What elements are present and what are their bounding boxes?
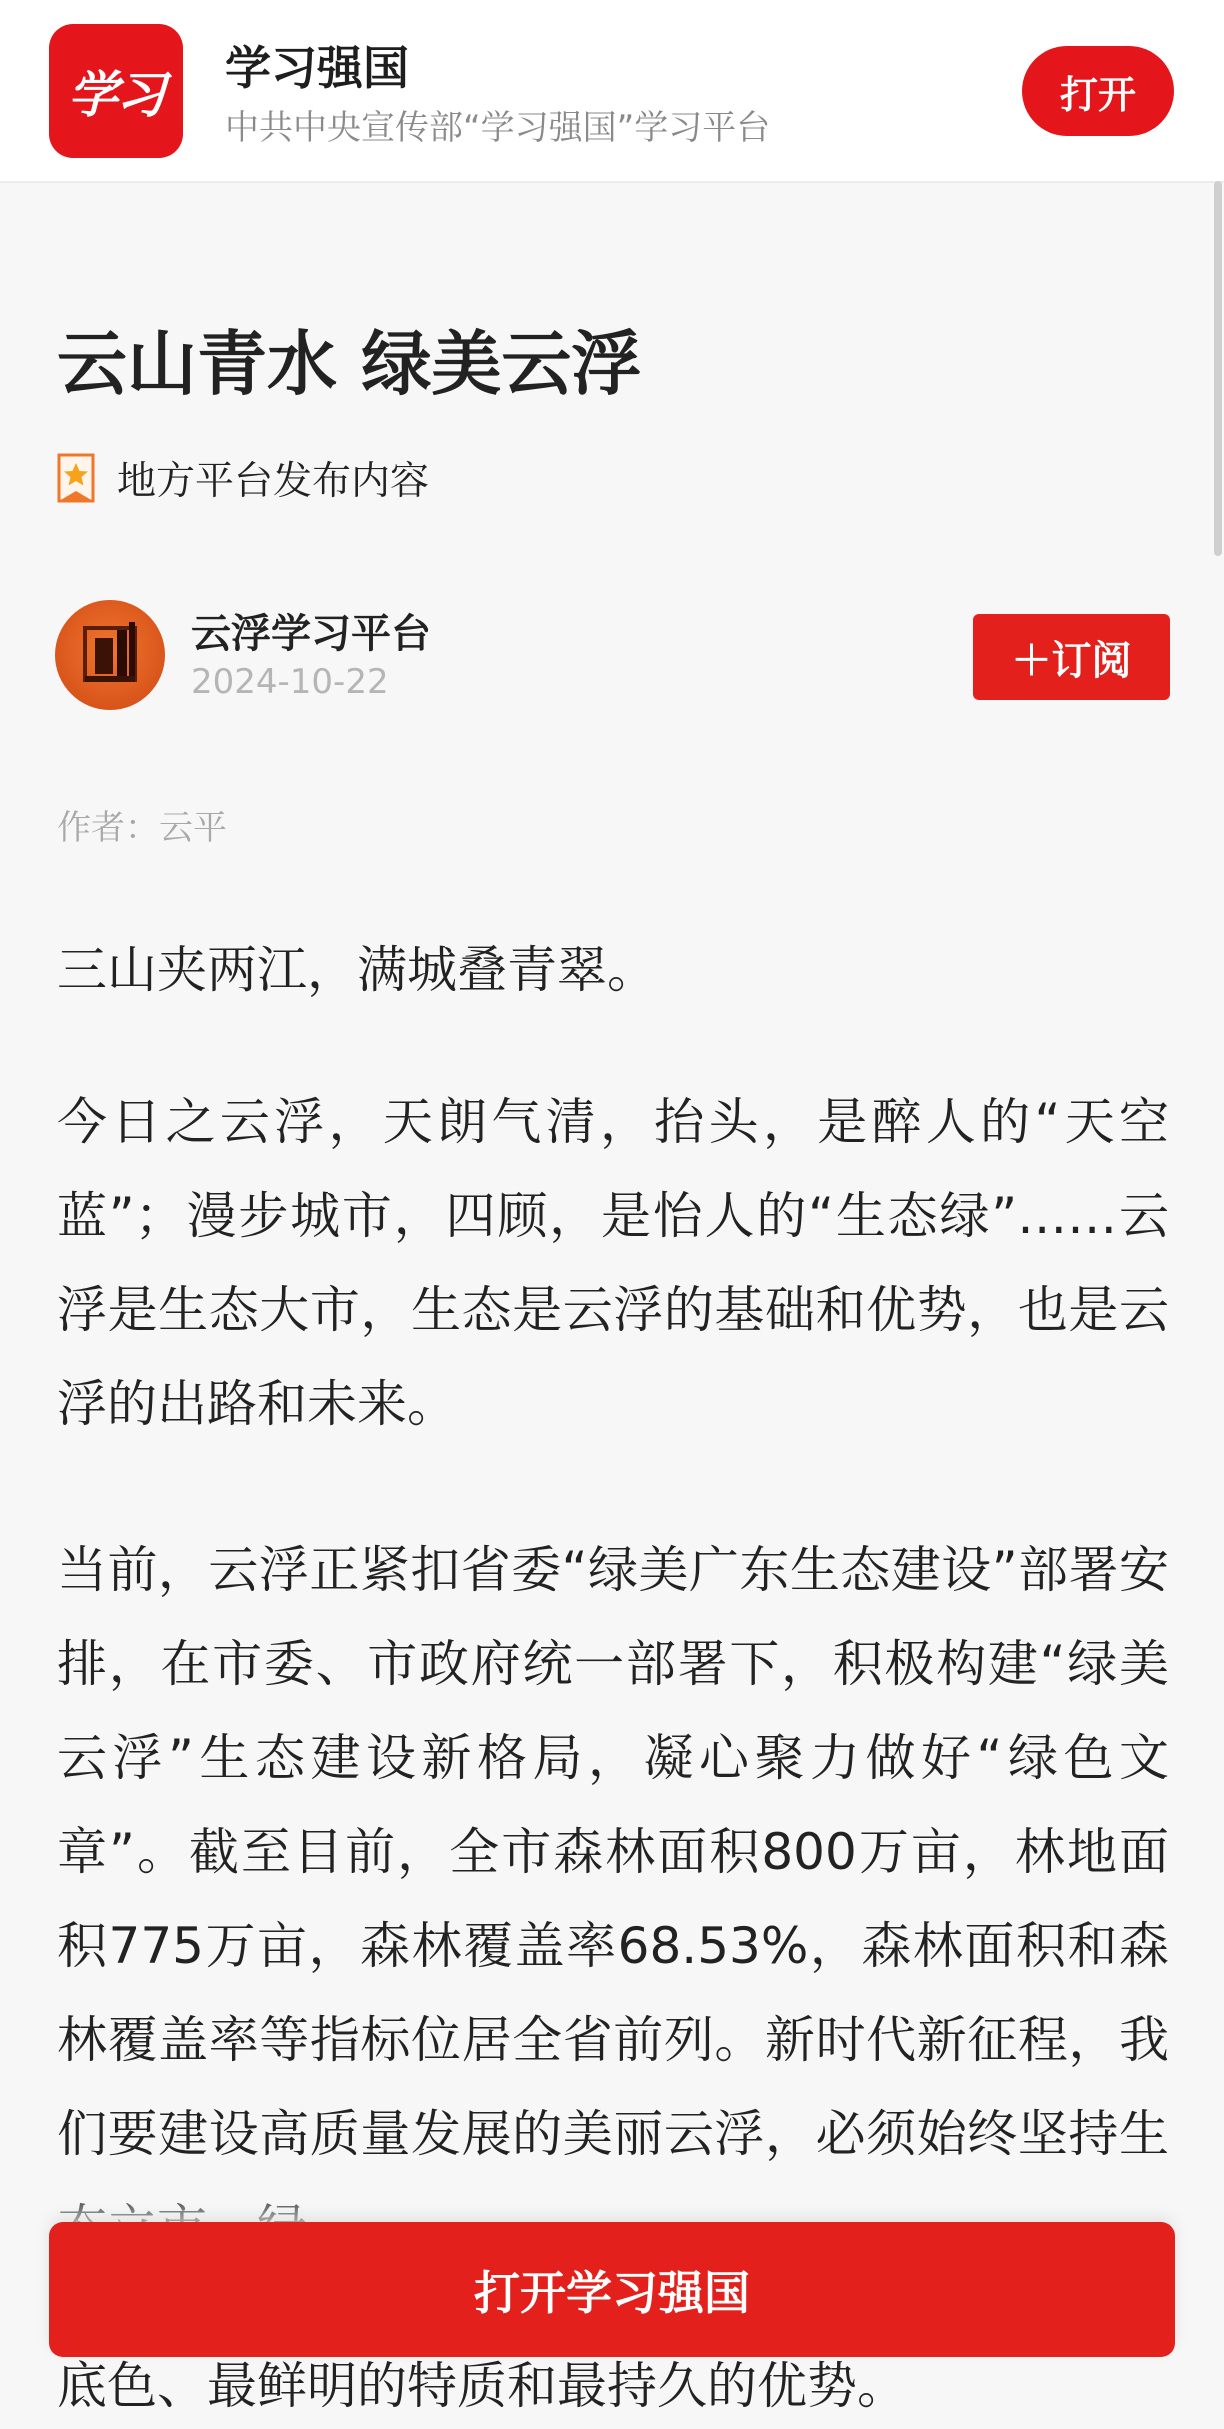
app-logo-text: 学习 bbox=[68, 65, 164, 124]
app-name: 学习强国 bbox=[225, 41, 409, 95]
open-xuexi-button[interactable]: 打开学习强国 bbox=[49, 2222, 1175, 2357]
source-label: 地方平台发布内容 bbox=[117, 459, 430, 504]
open-app-button[interactable]: 打开 bbox=[1022, 46, 1174, 136]
app-logo[interactable] bbox=[49, 24, 183, 158]
article-title: 云山青水 绿美云浮 bbox=[57, 323, 642, 405]
author-credit: 作者：云平 bbox=[57, 808, 227, 848]
source-tag bbox=[57, 450, 429, 506]
article-paragraph: 当前，云浮正紧扣省委“绿美广东生态建设”部署安排，在市委、市政府统一部署下，积极构建“绿美云浮”生态建设新格局，凝心聚力做好“绿色文章”。截至目前，全市森林面积800万亩，林地面积775万亩，森林覆盖率68.53%，森林面积和森林覆盖率等指标位居全省前列。新时代新征程，我们要建设高质量发展的美丽云浮，必须始终坚持生 bbox=[57, 1541, 1169, 2163]
publish-date: 2024-10-22 bbox=[191, 662, 389, 702]
star-ribbon-icon bbox=[57, 453, 95, 503]
app-download-banner bbox=[0, 0, 1224, 183]
publisher-row bbox=[55, 600, 1170, 712]
publisher-logo-icon bbox=[55, 600, 165, 710]
publisher-avatar[interactable] bbox=[55, 600, 165, 710]
scrollbar[interactable] bbox=[1214, 181, 1222, 556]
publisher-name[interactable]: 云浮学习平台 bbox=[191, 611, 431, 657]
article-paragraph: 三山夹两江，满城叠青翠。 bbox=[57, 941, 657, 999]
article-paragraph: 今日之云浮，天朗气清，抬头，是醉人的“天空蓝”；漫步城市，四顾，是怡人的“生态绿”……云浮是生态大市，生态是云浮的基础和优势，也是云浮的出路和未来。 bbox=[57, 1093, 1169, 1433]
app-description: 中共中央宣传部“学习强国”学习平台 bbox=[225, 108, 771, 148]
article-paragraph: 底色、最鲜明的特质和最持久的优势。 bbox=[57, 2357, 907, 2415]
subscribe-button[interactable]: ＋订阅 bbox=[973, 614, 1170, 700]
